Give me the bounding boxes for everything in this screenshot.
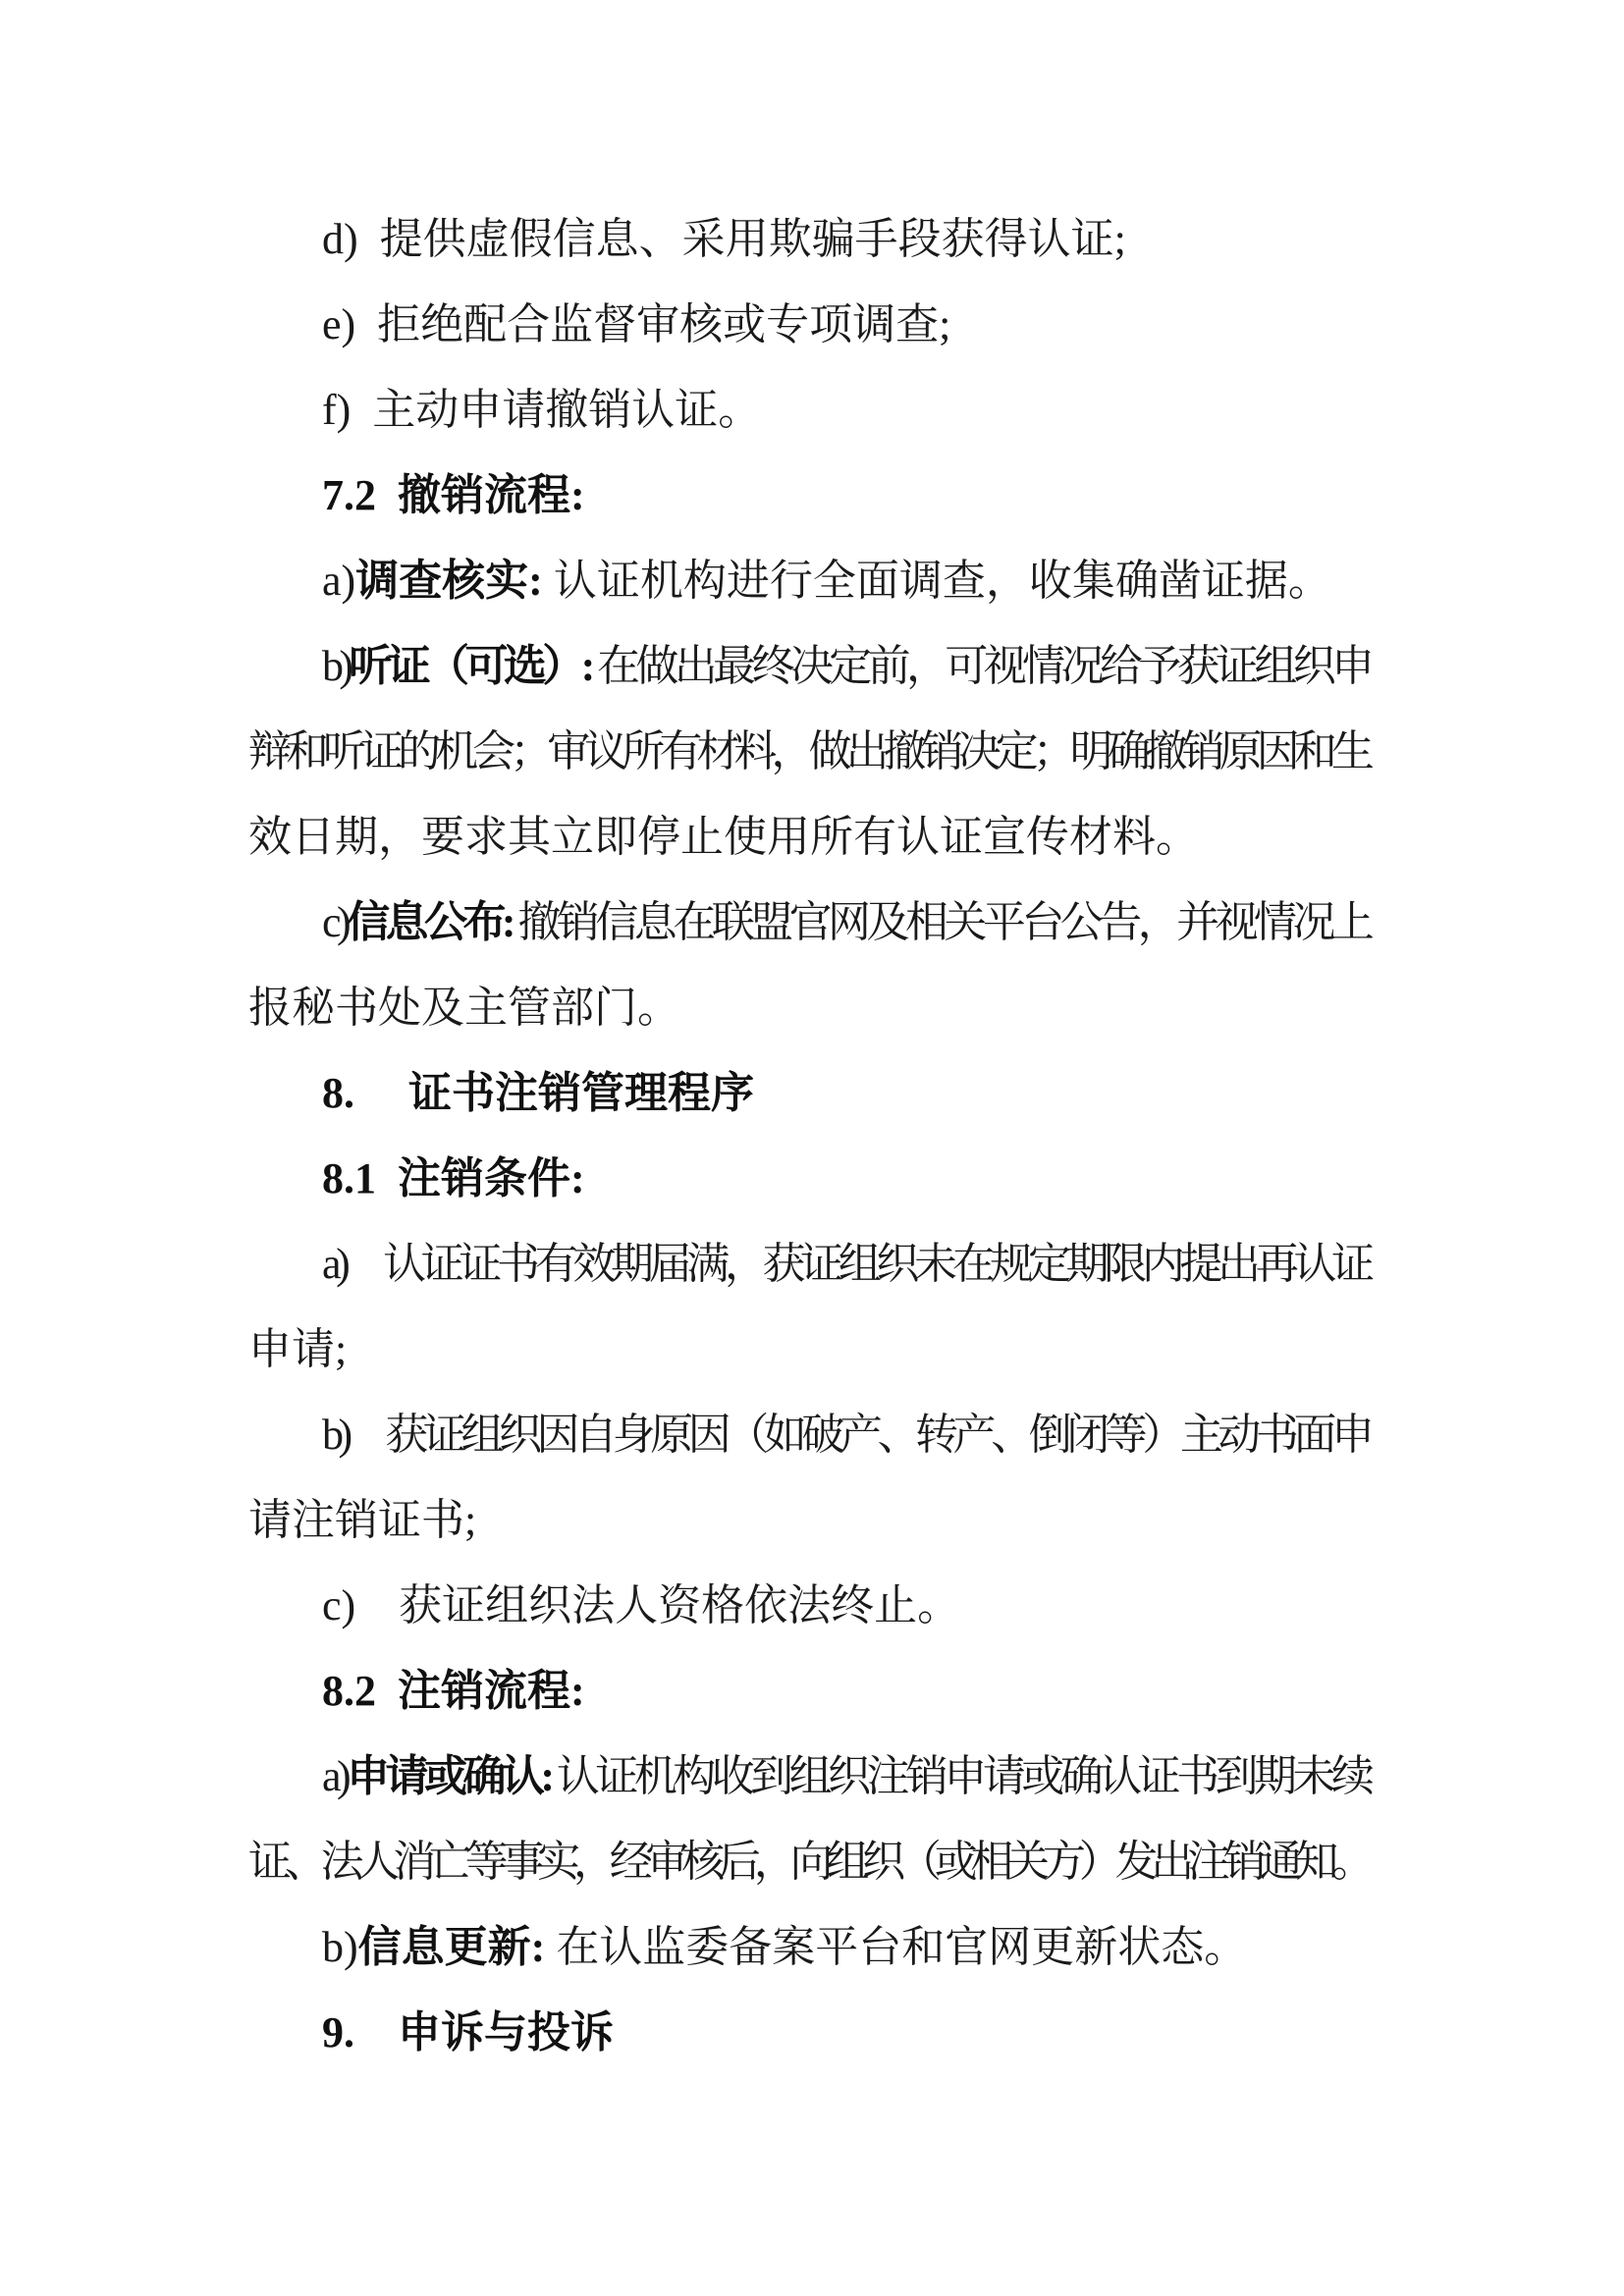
item-8-1-b — [248, 1392, 1375, 1563]
bold-text-run: 7.2 撤销流程: — [322, 471, 585, 519]
line-runs — [322, 367, 761, 453]
bold-text-run: 信息更新: — [357, 1923, 557, 1971]
text-line — [248, 709, 1375, 794]
line-runs — [322, 1734, 1370, 1819]
text-run: b) — [322, 1923, 358, 1971]
text-line — [248, 1477, 1375, 1563]
line-runs — [248, 794, 1199, 880]
text-run: 请注销证书; — [248, 1496, 477, 1544]
heading-line — [248, 453, 1375, 538]
text-line — [248, 1734, 1375, 1819]
line-runs — [322, 1392, 1370, 1477]
heading-7-2 — [248, 453, 1375, 538]
text-run: b) 获证组织因自身原因（如破产、转产、倒闭等）主动书面申 — [322, 1411, 1370, 1459]
line-runs — [322, 1050, 754, 1136]
text-line — [248, 196, 1375, 282]
text-run: 在做出最终决定前，可视情况给予获证组织申 — [597, 642, 1371, 690]
text-line — [248, 1904, 1375, 1990]
heading-8-1 — [248, 1136, 1375, 1221]
text-line — [248, 538, 1375, 623]
text-line — [248, 282, 1375, 367]
text-run: c) — [322, 898, 348, 946]
text-run: 认证机构进行全面调查，收集确凿证据。 — [553, 557, 1331, 605]
bold-text-run: 申请或确认: — [347, 1752, 557, 1800]
line-runs — [322, 453, 585, 538]
text-run: 辩和听证的机会；审议所有材料，做出撤销决定；明确撤销原因和生 — [248, 727, 1369, 775]
item-7-1-e — [248, 282, 1375, 367]
text-line — [248, 880, 1375, 965]
line-runs — [248, 1307, 347, 1392]
line-runs — [322, 880, 1370, 965]
item-8-2-b — [248, 1904, 1375, 1990]
text-line — [248, 367, 1375, 453]
item-8-1-a — [248, 1221, 1375, 1392]
heading-line — [248, 1648, 1375, 1734]
line-runs — [322, 1563, 960, 1648]
text-run: a) — [322, 1752, 348, 1800]
bold-text-run: 8.1 注销条件: — [322, 1154, 585, 1202]
text-run: 效日期，要求其立即停止使用所有认证宣传材料。 — [248, 813, 1199, 861]
bold-text-run: 9. 申诉与投诉 — [322, 2008, 614, 2056]
heading-8 — [248, 1050, 1375, 1136]
text-line — [248, 965, 1375, 1050]
item-7-1-d — [248, 196, 1375, 282]
line-runs — [322, 1136, 585, 1221]
text-run: f) 主动申请撤销认证。 — [322, 386, 762, 434]
text-run: b) — [322, 642, 350, 690]
text-run: 在认监委备案平台和官网更新状态。 — [556, 1923, 1248, 1971]
line-runs — [322, 1990, 614, 2075]
text-line — [248, 794, 1375, 880]
item-8-2-a — [248, 1734, 1375, 1904]
heading-9 — [248, 1990, 1375, 2075]
bold-text-run: 听证（可选）: — [349, 642, 598, 690]
line-runs — [248, 965, 680, 1050]
text-run: d) 提供虚假信息、采用欺骗手段获得认证; — [322, 215, 1126, 263]
bold-text-run: 8.2 注销流程: — [322, 1667, 585, 1715]
bold-text-run: 调查核实: — [355, 557, 554, 605]
text-run: 报秘书处及主管部门。 — [248, 984, 680, 1032]
text-line — [248, 1307, 1375, 1392]
heading-line — [248, 1136, 1375, 1221]
line-runs — [322, 196, 1126, 282]
text-line — [248, 623, 1375, 709]
text-line — [248, 1392, 1375, 1477]
line-runs — [248, 1819, 1368, 1904]
text-run: e) 拒绝配合监督审核或专项调查; — [322, 300, 951, 348]
line-runs — [322, 1221, 1370, 1307]
item-7-2-b — [248, 623, 1375, 880]
item-7-2-c — [248, 880, 1375, 1050]
text-run: 申请; — [248, 1325, 348, 1373]
line-runs — [322, 282, 950, 367]
text-run: c) 获证组织法人资格依法终止。 — [322, 1581, 961, 1629]
text-line — [248, 1563, 1375, 1648]
item-8-1-c — [248, 1563, 1375, 1648]
text-run: 撤销信息在联盟官网及相关平台公告，并视情况上 — [517, 898, 1371, 946]
text-run: a) — [322, 557, 356, 605]
line-runs — [322, 1648, 585, 1734]
bold-text-run: 8. 证书注销管理程序 — [322, 1069, 754, 1117]
line-runs — [248, 1477, 476, 1563]
text-run: 认证机构收到组织注销申请或确认证书到期未续 — [556, 1752, 1371, 1800]
item-7-2-a — [248, 538, 1375, 623]
text-line — [248, 1221, 1375, 1307]
heading-line — [248, 1990, 1375, 2075]
line-runs — [322, 538, 1331, 623]
line-runs — [322, 1904, 1247, 1990]
text-block — [248, 196, 1375, 2075]
line-runs — [248, 709, 1369, 794]
heading-8-2 — [248, 1648, 1375, 1734]
line-runs — [322, 623, 1370, 709]
text-run: a) 认证证书有效期届满，获证组织未在规定期限内提出再认证 — [322, 1240, 1370, 1288]
heading-line — [248, 1050, 1375, 1136]
text-line — [248, 1819, 1375, 1904]
text-run: 证、法人消亡等事实，经审核后，向组织（或相关方）发出注销通知。 — [248, 1838, 1368, 1886]
item-7-1-f — [248, 367, 1375, 453]
bold-text-run: 信息公布: — [347, 898, 518, 946]
